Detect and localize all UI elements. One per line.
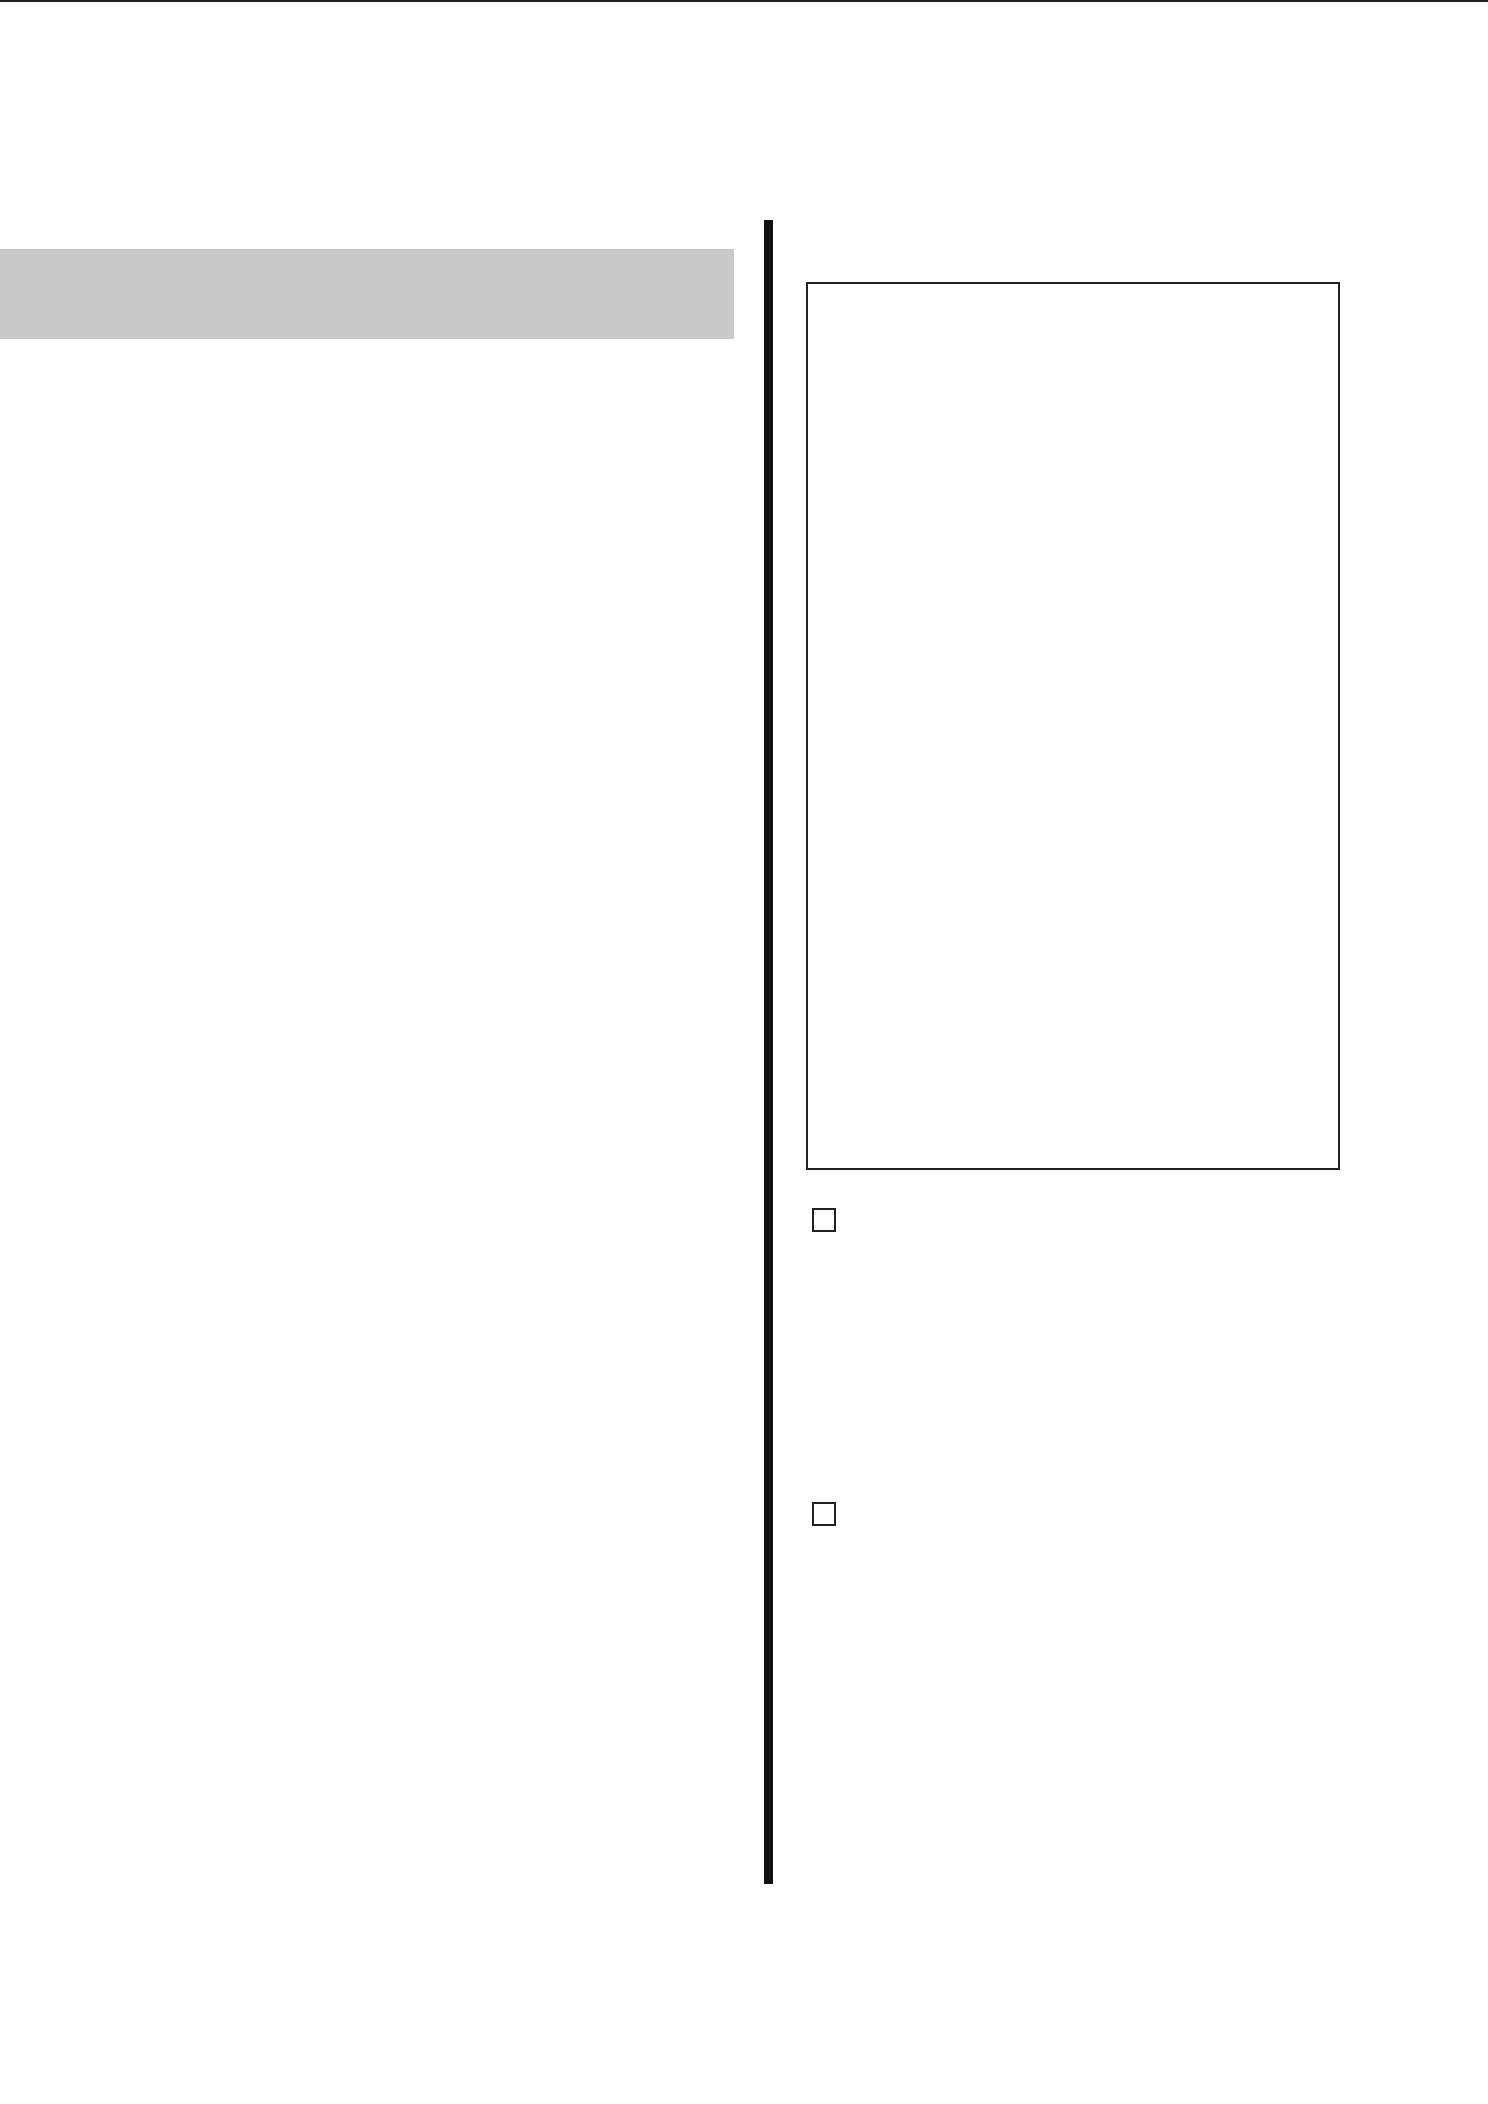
column-divider — [764, 220, 773, 1884]
top-rule — [0, 0, 1488, 2]
header-band — [0, 249, 734, 339]
federation-box — [806, 282, 1340, 1170]
checkbox-icon — [812, 1208, 836, 1232]
calligraphy-heading — [812, 1208, 852, 1232]
checkbox-icon — [812, 1502, 836, 1526]
photography-heading — [812, 1502, 852, 1526]
toc-left-column — [192, 365, 734, 395]
